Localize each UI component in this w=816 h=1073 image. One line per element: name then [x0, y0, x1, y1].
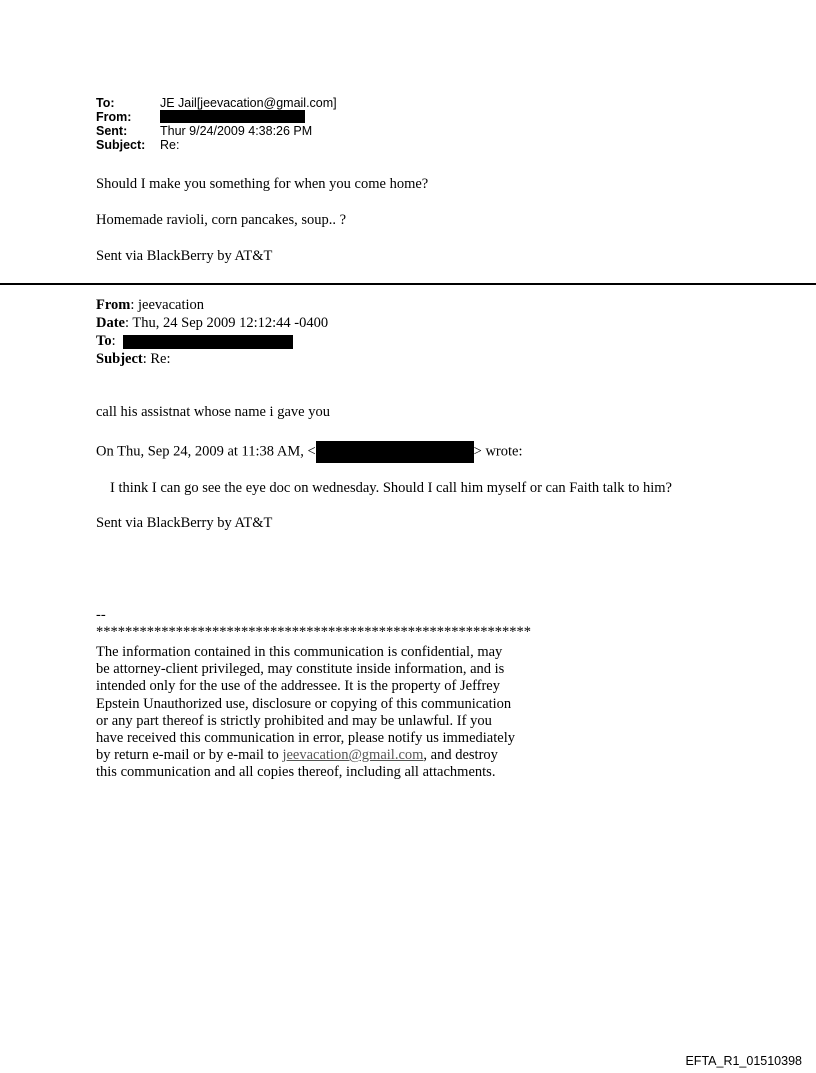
to-label: To:: [96, 96, 115, 110]
header-sent-row: [96, 124, 337, 138]
quoted-date-value: : Thu, 24 Sep 2009 12:12:44 -0400: [125, 315, 329, 331]
quoted-from-row: [96, 296, 328, 314]
quoted-subject-value: : Re:: [142, 351, 171, 367]
quoted-from-value: : jeevacation: [130, 297, 205, 313]
quoted-to-label: To: [96, 333, 112, 349]
on-wrote-line: [96, 441, 523, 463]
subject-label: Subject:: [96, 138, 146, 152]
redaction-block: [316, 441, 474, 463]
redaction-block: [123, 335, 293, 349]
header-to-row: [96, 96, 337, 110]
email-link[interactable]: jeevacation@gmail.com: [282, 747, 424, 764]
disclaimer-stars: ************************************************************: [96, 624, 531, 640]
sent-value: Thur 9/24/2009 4:38:26 PM: [160, 124, 313, 138]
quoted-date-row: [96, 314, 328, 332]
subject-value: Re:: [160, 138, 180, 152]
quoted-date-label: Date: [96, 315, 125, 331]
separator-rule: [0, 283, 816, 285]
disclaimer-text-after: , and destroy this communication and all copies thereof, including all attachments.: [96, 747, 498, 781]
body-line-2: Homemade ravioli, corn pancakes, soup.. ?: [96, 212, 347, 228]
quoted-signature: Sent via BlackBerry by AT&T: [96, 515, 273, 531]
inner-quote: I think I can go see the eye doc on wednesday. Should I call him myself or can Faith talk to him?: [110, 480, 672, 496]
disclaimer-text: [96, 644, 516, 782]
reply-line: call his assistnat whose name i gave you: [96, 404, 330, 420]
header-from-row: [96, 110, 337, 124]
document-id: EFTA_R1_01510398: [685, 1054, 802, 1068]
quoted-header: [96, 296, 328, 368]
on-wrote-suffix: > wrote:: [473, 443, 523, 460]
quoted-subject-label: Subject: [96, 351, 143, 367]
header-subject-row: [96, 138, 337, 152]
body-signature: Sent via BlackBerry by AT&T: [96, 248, 273, 264]
disclaimer-dashes: --: [96, 607, 106, 623]
quoted-to-row: [96, 332, 328, 350]
disclaimer-text-before: The information contained in this communication is confidential, may be attorney-client privileged, may constitute inside information, and is intended only for the use of the addressee. It is the property of Jeffrey Epstein Unauthorized use, disclosure or copying of this communication or any part thereof is strictly prohibited and may be unlawful. If you have received this communication in error, please notify us immediately by return e-mail or by e-mail to: [96, 644, 515, 764]
sent-label: Sent:: [96, 124, 128, 138]
quoted-from-label: From: [96, 297, 131, 313]
to-value: JE Jail[jeevacation@gmail.com]: [160, 96, 337, 110]
email-header: [96, 96, 337, 152]
redaction-block: [160, 110, 305, 123]
from-label: From:: [96, 110, 132, 124]
on-wrote-prefix: On Thu, Sep 24, 2009 at 11:38 AM, <: [96, 443, 316, 460]
quoted-to-value: :: [111, 333, 116, 349]
body-line-1: Should I make you something for when you come home?: [96, 176, 429, 192]
quoted-subject-row: [96, 350, 328, 368]
